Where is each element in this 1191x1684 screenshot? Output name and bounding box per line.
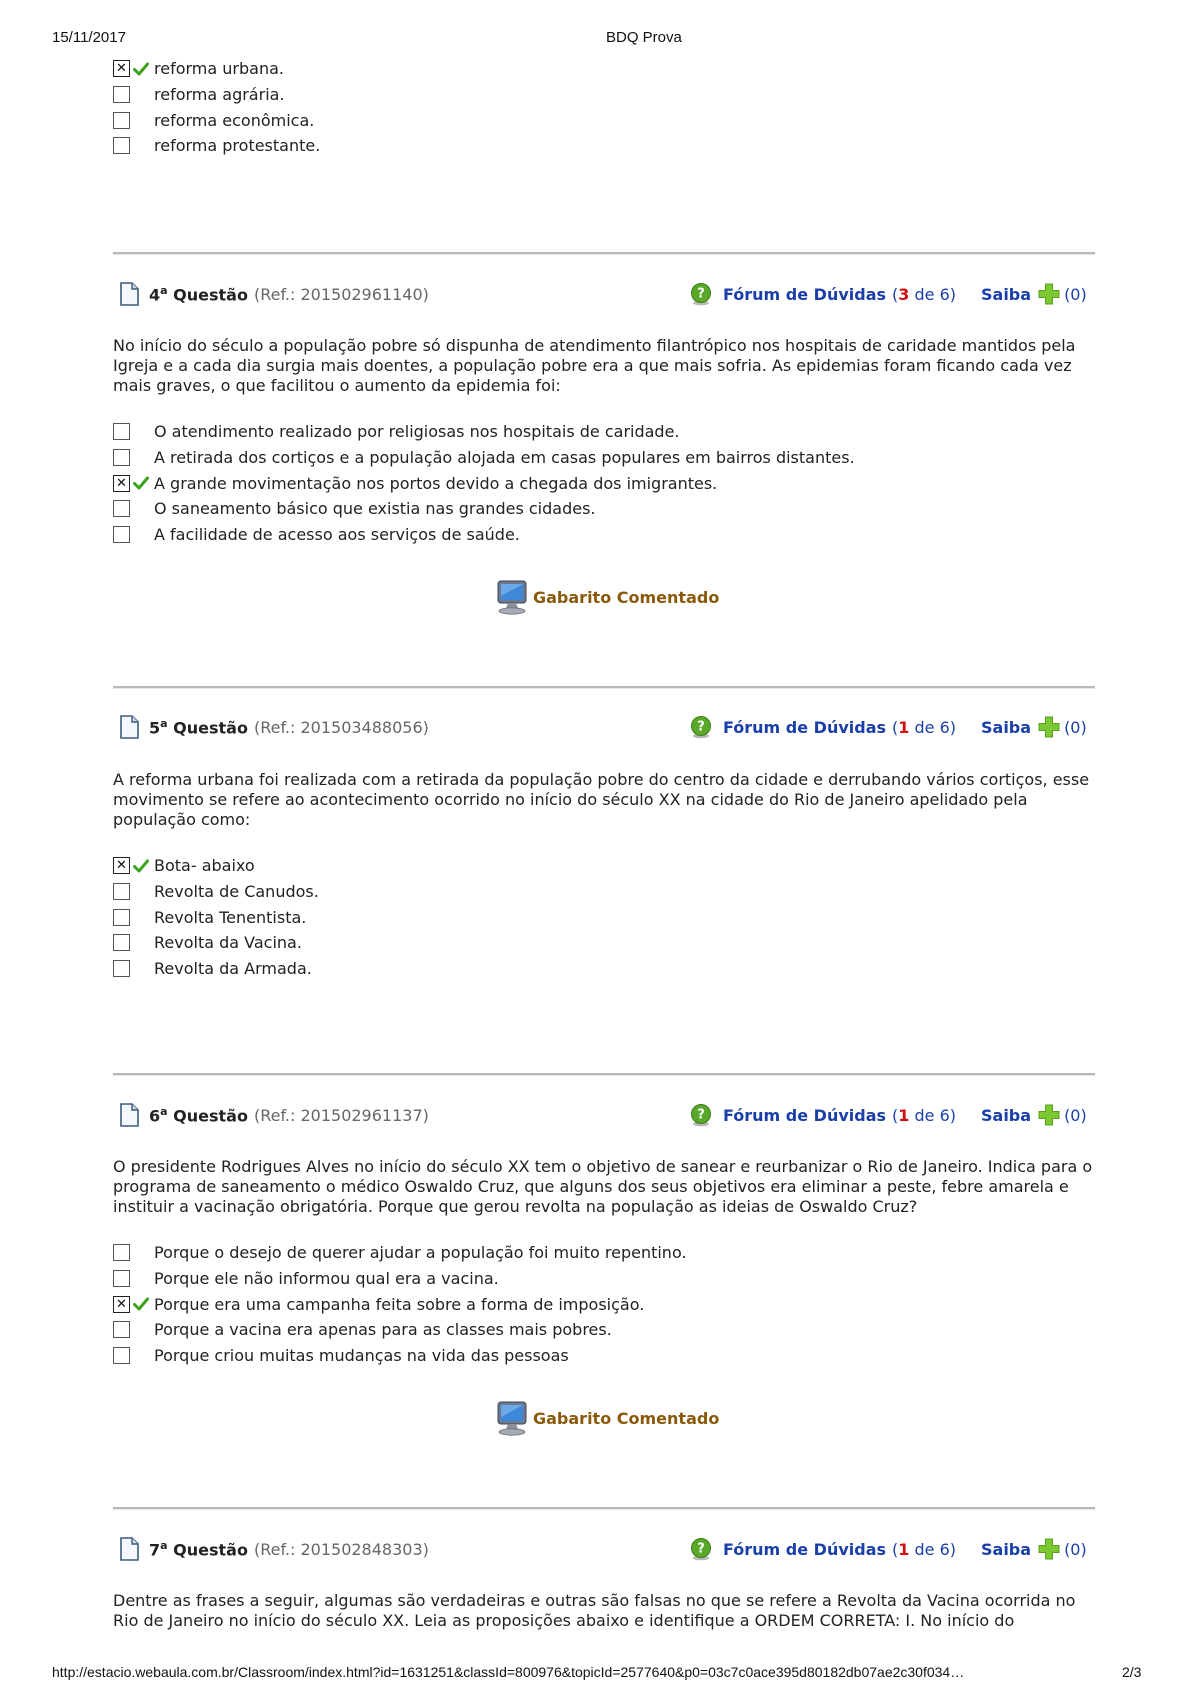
question-number [149,284,248,304]
question-6-header [119,1101,1093,1129]
answer-option[interactable] [113,1240,687,1266]
help-question-icon [689,715,713,739]
question-number-value: 7 [149,1540,161,1560]
answer-option-label: Bota- abaixo [154,856,255,876]
svg-text:?: ? [697,1107,705,1123]
answer-option[interactable] [113,853,319,879]
saiba-mais-link[interactable] [981,1535,1087,1563]
document-icon [119,1537,139,1561]
help-question-icon [689,1537,713,1561]
svg-text:?: ? [697,1541,705,1557]
forum-label[interactable]: Fórum de Dúvidas [723,717,887,737]
answer-checkbox[interactable] [113,526,130,543]
answer-option[interactable] [113,1343,687,1369]
question-number-value: 5 [149,718,161,738]
forum-count-current: 3 [898,284,910,304]
forum-label[interactable]: Fórum de Dúvidas [723,1539,887,1559]
saiba-count: (0) [1064,717,1087,737]
ordinal-indicator: a [160,283,168,297]
document-icon [119,1103,139,1127]
answer-option[interactable] [113,56,320,82]
forum-link[interactable] [689,1535,956,1563]
answer-checkbox[interactable] [113,909,130,926]
answer-option[interactable] [113,496,855,522]
gabarito-comentado-button[interactable] [495,1399,719,1437]
question-ref: (Ref.: 201503488056) [253,717,429,737]
answer-checkbox[interactable] [113,857,130,874]
ordinal-indicator: a [160,716,168,730]
saiba-label[interactable]: Saiba [981,717,1032,737]
answer-option[interactable] [113,133,320,159]
x-mark-icon: ✕ [116,475,127,491]
correct-check-icon [130,476,152,490]
answer-checkbox[interactable] [113,423,130,440]
saiba-label[interactable]: Saiba [981,1105,1032,1125]
question-5-options [113,853,319,981]
answer-checkbox[interactable] [113,1321,130,1338]
question-label: Questão [167,718,248,738]
answer-checkbox[interactable] [113,1244,130,1261]
answer-option[interactable] [113,1317,687,1343]
saiba-label[interactable]: Saiba [981,1539,1032,1559]
forum-link[interactable] [689,713,956,741]
answer-option-label: A facilidade de acesso aos serviços de saúde. [154,525,520,545]
question-divider [113,252,1095,255]
question-number [149,1539,248,1559]
correct-check-icon [130,1297,152,1311]
gabarito-label[interactable]: Gabarito Comentado [533,1408,720,1428]
question-divider [113,1073,1095,1076]
question-4-header [119,280,1093,308]
forum-label[interactable]: Fórum de Dúvidas [723,1105,887,1125]
answer-option[interactable] [113,879,319,905]
question-ref: (Ref.: 201502961140) [253,284,429,304]
question-number-value: 6 [149,1106,161,1126]
answer-checkbox[interactable] [113,1296,130,1313]
answer-option-label: Porque ele não informou qual era a vacina. [154,1269,499,1289]
forum-count-current: 1 [898,1539,910,1559]
question-title [119,1535,429,1563]
answer-option-label: Revolta da Armada. [154,959,312,979]
question-number [149,717,248,737]
ordinal-indicator: a [160,1538,168,1552]
print-page-number: 2/3 [1122,1664,1142,1680]
answer-option[interactable] [113,82,320,108]
document-icon [119,715,139,739]
gabarito-comentado-button[interactable] [495,578,719,616]
answer-option[interactable] [113,904,319,930]
print-title: BDQ Prova [606,29,682,46]
ordinal-indicator: a [160,1104,168,1118]
answer-option[interactable] [113,930,319,956]
answer-option-label: reforma urbana. [154,59,284,79]
forum-link[interactable] [689,280,956,308]
answer-option-label: O saneamento básico que existia nas grandes cidades. [154,499,596,519]
question-title [119,1101,429,1129]
question-label: Questão [167,1106,248,1126]
answer-option[interactable] [113,107,320,133]
answer-option-label: reforma protestante. [154,136,321,156]
document-icon [119,282,139,306]
plus-icon [1037,715,1061,739]
forum-link[interactable] [689,1101,956,1129]
answer-option-label: A grande movimentação nos portos devido a chegada dos imigrantes. [154,473,718,493]
question-5-header [119,713,1093,741]
svg-text:?: ? [697,286,705,302]
saiba-mais-link[interactable] [981,713,1087,741]
print-url: http://estacio.webaula.com.br/Classroom/index.html?id=1631251&classId=800976&topicId=2577640&p0=03c7c0ace395d80182db07ae2c30f034… [52,1664,965,1680]
question-5-text: A reforma urbana foi realizada com a retirada da população pobre do centro da cidade e derrubando vários cortiços, esse movimento se refere ao acontecimento ocorrido no início do século XX na cidade do Rio de Janeiro apelidado pela população como: [113,770,1090,829]
answer-option[interactable] [113,1291,687,1317]
question-title [119,713,429,741]
answer-checkbox[interactable] [113,60,130,77]
answer-option-label: Revolta da Vacina. [154,933,302,953]
question-number-value: 4 [149,285,161,305]
question-number [149,1105,248,1125]
answer-checkbox[interactable] [113,449,130,466]
forum-count-current: 1 [898,717,910,737]
question-title [119,280,429,308]
saiba-count: (0) [1064,1539,1087,1559]
answer-option[interactable] [113,419,855,445]
question-label: Questão [167,1540,248,1560]
plus-icon [1037,1103,1061,1127]
answer-option[interactable] [113,470,855,496]
answer-option-label: Porque a vacina era apenas para as classes mais pobres. [154,1320,612,1340]
help-question-icon [689,282,713,306]
answer-checkbox[interactable] [113,500,130,517]
forum-count: (1 de 6) [892,1105,957,1125]
answer-option[interactable] [113,445,855,471]
x-mark-icon: ✕ [116,858,127,874]
plus-icon [1037,282,1061,306]
answer-checkbox[interactable] [113,934,130,951]
question-3-options [113,56,320,159]
forum-count: (1 de 6) [892,717,957,737]
saiba-count: (0) [1064,1105,1087,1125]
saiba-mais-link[interactable] [981,1101,1087,1129]
forum-count-current: 1 [898,1105,910,1125]
forum-label[interactable]: Fórum de Dúvidas [723,284,887,304]
answer-option-label: Revolta Tenentista. [154,907,307,927]
gabarito-label[interactable]: Gabarito Comentado [533,587,720,607]
answer-checkbox[interactable] [113,960,130,977]
question-7-header [119,1535,1093,1563]
question-7-text: Dentre as frases a seguir, algumas são verdadeiras e outras são falsas no que se refere a Revolta da Vacina ocorrida no Rio de Janeiro no início do século XX. Leia as proposições abaixo e identifique a ORDEM CORRETA: I. No início do [113,1591,1076,1630]
question-ref: (Ref.: 201502961137) [253,1105,429,1125]
monitor-icon [495,1400,529,1436]
forum-count: (1 de 6) [892,1539,957,1559]
x-mark-icon: ✕ [116,1296,127,1312]
answer-option-label: reforma econômica. [154,110,315,130]
question-divider [113,1507,1095,1510]
saiba-label[interactable]: Saiba [981,284,1032,304]
print-date: 15/11/2017 [52,29,126,46]
answer-option[interactable] [113,1266,687,1292]
saiba-count: (0) [1064,284,1087,304]
question-6-text: O presidente Rodrigues Alves no início do século XX tem o objetivo de sanear e reurbanizar o Rio de Janeiro. Indica para o programa de saneamento o médico Oswaldo Cruz, que alguns dos seus objetivos era eliminar a peste, febre amarela e instituir a vacinação obrigatória. Porque que gerou revolta na população as ideias de Oswaldo Cruz? [113,1157,1093,1216]
svg-text:?: ? [697,719,705,735]
help-question-icon [689,1103,713,1127]
answer-checkbox[interactable] [113,112,130,129]
answer-option[interactable] [113,522,855,548]
forum-count: (3 de 6) [892,284,957,304]
answer-option-label: Porque o desejo de querer ajudar a população foi muito repentino. [154,1243,687,1263]
question-divider [113,686,1095,689]
answer-option[interactable] [113,956,319,982]
answer-checkbox[interactable] [113,1270,130,1287]
question-label: Questão [167,285,248,305]
answer-option-label: Porque criou muitas mudanças na vida das pessoas [154,1346,569,1366]
answer-option-label: O atendimento realizado por religiosas nos hospitais de caridade. [154,422,680,442]
answer-checkbox[interactable] [113,475,130,492]
monitor-icon [495,579,529,615]
answer-checkbox[interactable] [113,137,130,154]
answer-option-label: Porque era uma campanha feita sobre a forma de imposição. [154,1294,645,1314]
answer-option-label: Revolta de Canudos. [154,882,319,902]
answer-checkbox[interactable] [113,883,130,900]
question-6-options [113,1240,687,1368]
saiba-mais-link[interactable] [981,280,1087,308]
correct-check-icon [130,859,152,873]
question-4-text: No início do século a população pobre só dispunha de atendimento filantrópico nos hospitais de caridade mantidos pela Igreja e a cada dia surgia mais doentes, a população pobre era a que mais sofria. As epidemias foram ficando cada vez mais graves, o que facilitou o aumento da epidemia foi: [113,336,1076,395]
x-mark-icon: ✕ [116,61,127,77]
answer-checkbox[interactable] [113,86,130,103]
correct-check-icon [130,62,152,76]
answer-checkbox[interactable] [113,1347,130,1364]
plus-icon [1037,1537,1061,1561]
question-4-options [113,419,855,547]
question-ref: (Ref.: 201502848303) [253,1539,429,1559]
answer-option-label: A retirada dos cortiços e a população alojada em casas populares em bairros distantes. [154,448,855,468]
answer-option-label: reforma agrária. [154,85,285,105]
